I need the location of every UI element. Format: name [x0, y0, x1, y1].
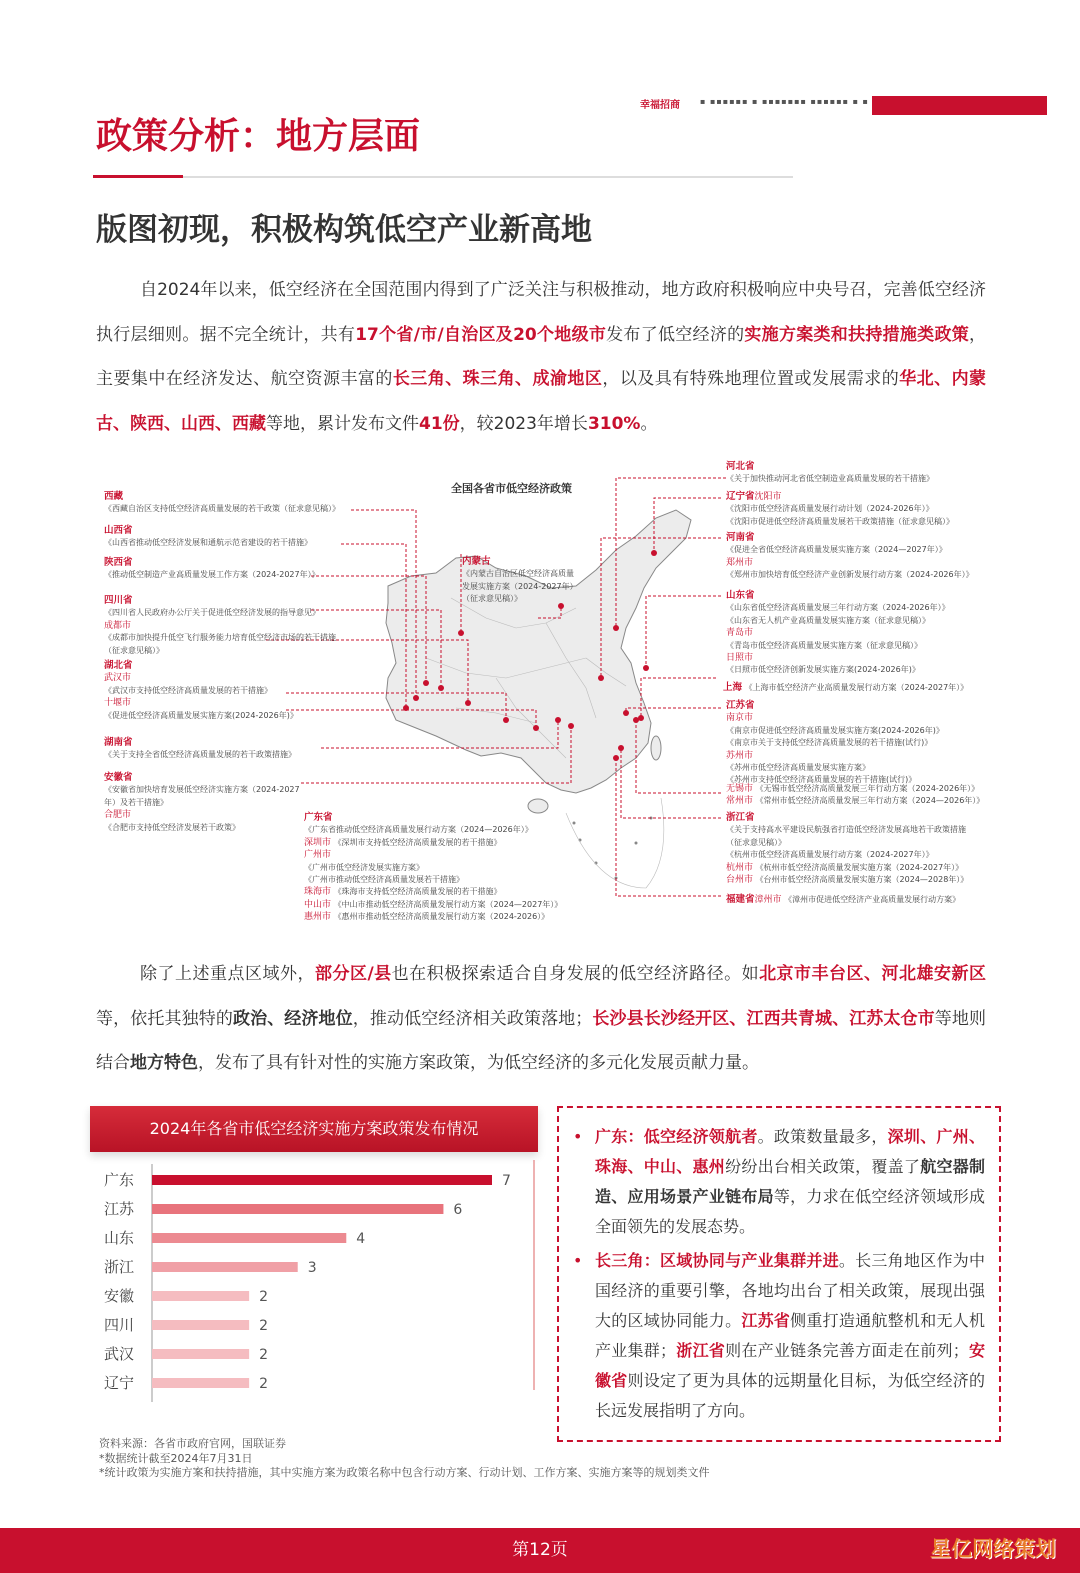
chart-bar	[152, 1204, 443, 1214]
insight-yangtze-delta: • 长三角：区域协同与产业集群并进。长三角地区作为中国经济的重要引擎，各地均出台了相关政策，展现出强大的区域协同能力。江苏省侧重打造通航整机和无人机产业集群；浙江省则在产业链条完善方面走在前列；安徽省则设定了更为具体的远期量化目标，为低空经济的长远发展指明了方向。	[573, 1246, 985, 1426]
chart-value-label: 4	[356, 1231, 366, 1247]
hainan-island	[528, 799, 548, 813]
chart-value-label: 2	[259, 1376, 269, 1392]
map-label-wuxi-changzhou: 无锡市 《无锡市低空经济高质量发展三年行动方案（2024-2026年）》 常州市 《常州市低空经济高质量发展三年行动方案（2024—2026年）》	[726, 784, 985, 807]
china-outline	[386, 510, 691, 793]
brand-logo: 幸福招商	[640, 100, 680, 111]
chart-category-label: 广东	[104, 1171, 135, 1189]
chart-value-label: 2	[259, 1318, 269, 1334]
insight-guangdong: • 广东：低空经济领航者。政策数量最多，深圳、广州、珠海、中山、惠州纷纷出台相关政策，覆盖了航空器制造、应用场景产业链布局等，力求在低空经济领域形成全面领先的发展态势。	[573, 1122, 985, 1242]
chart-category-label: 江苏	[104, 1200, 135, 1218]
taiwan-island	[651, 736, 661, 760]
source-line: 资料来源：各省市政府官网，国联证券	[99, 1437, 286, 1450]
map-label-hubei: 湖北省 武汉市 《武汉市支持低空经济高质量发展的若干措施》 十堰市 《促进低空经济高质量发展实施方案(2024-2026年)》	[104, 660, 298, 720]
map-label-shanghai: 上海 《上海市低空经济产业高质量发展行动方案（2024-2027年）》	[723, 682, 969, 693]
chart-bar	[152, 1233, 346, 1243]
section-heading: 版图初现，积极构筑低空产业新高地	[96, 212, 592, 248]
chart-category-label: 浙江	[104, 1258, 135, 1276]
chart-grid	[152, 1160, 534, 1402]
bullet-icon: •	[573, 1127, 583, 1146]
chart-bars	[104, 1171, 511, 1392]
chart-bar	[152, 1349, 249, 1359]
insight-panel	[557, 1106, 1001, 1442]
chart-value-label: 3	[307, 1260, 317, 1276]
chart-bar	[152, 1378, 249, 1388]
chart-category-label: 四川	[104, 1316, 135, 1334]
chart-value-label: 6	[453, 1202, 463, 1218]
source-line: *统计政策为实施方案和扶持措施，其中实施方案为政策名称中包含行动方案、行动计划、工作方案、实施方案等的规划类文件	[99, 1466, 710, 1479]
map-label-guangdong: 广东省 《广东省推动低空经济高质量发展行动方案（2024—2026年）》 深圳市 《深圳市支持低空经济高质量发展的若干措施》 广州市 《广州市低空经济发展实施方案》 《广州市推动低空经济高质量发展若干措施》 珠海市 《珠海市支持低空经济高质量发展的若干措施》 中山市 《中山市推动低空经济高质量发展行动方案（2024—2027年）》 惠州市 《惠州市推动低空经济高质量发展行动方案（2024-2026）》	[304, 812, 563, 923]
chart-category-label: 武汉	[104, 1345, 135, 1363]
header-subtitle-dots: ▪ ▪▪▪▪▪▪ ▪ ▪▪▪▪▪▪▪ ▪▪▪▪▪▪ ▪ ▪	[700, 97, 869, 106]
map-label-fujian: 福建省漳州市 《漳州市促进低空经济产业高质量发展行动方案》	[726, 894, 961, 905]
south-china-sea-frame	[566, 798, 664, 888]
map-label-jiangsu: 江苏省 南京市 《南京市促进低空经济高质量发展实施方案(2024-2026年)》 《南京市关于支持低空经济高质量发展的若干措施(试行)》 苏州市 《苏州市低空经济高质量发展实施方案》 《苏州市支持低空经济高质量发展的若干措施(试行)》	[726, 700, 944, 785]
map-label-sichuan: 四川省 《四川省人民政府办公厅关于促进低空经济发展的指导意见》 成都市 《成都市加快提升低空飞行服务能力培育低空经济市场的若干措施 （征求意见稿）》	[104, 595, 336, 655]
map-label-neimenggu: 内蒙古 《内蒙古自治区低空经济高质量 发展实施方案（2024-2027年） （征求意见稿）》	[462, 556, 578, 604]
map-label-hebei: 河北省 《关于加快推动河北省低空制造业高质量发展的若干措施》	[726, 461, 934, 484]
regional-paragraph: 除了上述重点区域外，部分区/县也在积极探索适合自身发展的低空经济路径。如北京市丰台区、河北雄安新区等，依托其独特的政治、经济地位，推动低空经济相关政策落地；长沙县长沙经开区、江西共青城、江苏太仓市等地则结合地方特色，发布了具有针对性的实施方案政策，为低空经济的多元化发展贡献力量。	[96, 964, 987, 1073]
bullet-icon: •	[573, 1251, 583, 1270]
title-divider-accent	[93, 175, 183, 178]
chart-category-label: 辽宁	[104, 1374, 135, 1392]
chart-value-label: 7	[502, 1173, 511, 1189]
title-divider	[93, 176, 793, 178]
page-number: 第12页	[512, 1540, 568, 1560]
south-china-sea-islands	[573, 817, 653, 880]
chart-bar	[152, 1320, 249, 1330]
map-label-zhejiang: 浙江省 《关于支持高水平建设民航强省打造低空经济发展高地若干政策措施 （征求意见稿）》 《杭州市低空经济高质量发展行动方案（2024-2027年）》 杭州市 《杭州市低空经济高质量发展实施方案（2024-2027年）》 台州市 《台州市低空经济高质量发展实施方案（2024—2028年）》	[726, 812, 969, 886]
chart-bar	[152, 1291, 249, 1301]
policy-bar-chart	[90, 1160, 540, 1440]
map-label-anhui: 安徽省 《安徽省加快培育发展低空经济实施方案（2024-2027 年）及若干措施》 合肥市 《合肥市支持低空经济发展若干政策》	[104, 772, 300, 832]
chart-category-label: 山东	[104, 1229, 135, 1247]
chart-value-label: 2	[259, 1289, 269, 1305]
page-title: 政策分析：地方层面	[96, 116, 421, 157]
chart-bar	[152, 1262, 298, 1272]
map-title: 全国各省市低空经济政策	[451, 482, 572, 495]
intro-paragraph: 自2024年以来，低空经济在全国范围内得到了广泛关注与积极推动，地方政府积极响应中央号召，完善低空经济执行层细则。据不完全统计，共有17个省/市/自治区及20个地级市发布了低空经济的实施方案类和扶持措施类政策， 主要集中在经济发达、航空资源丰富的长三角、珠三角、成渝地区，以及具有特殊地理位置或发展需求的华北、内蒙古、陕西、山西、西藏等地，累计发布文件41份，较2023年增长310%。	[96, 280, 987, 434]
chart-category-label: 安徽	[104, 1287, 135, 1305]
chart-title: 2024年各省市低空经济实施方案政策发布情况	[90, 1106, 538, 1152]
map-label-shaanxi: 陕西省 《推动低空制造产业高质量发展工作方案（2024-2027年）》	[104, 557, 320, 580]
source-line: *数据统计截至2024年7月31日	[99, 1451, 253, 1465]
header-accent-bar	[872, 96, 1047, 115]
map-label-liaoning: 辽宁省沈阳市 《沈阳市低空经济高质量发展行动计划（2024-2026年）》 《沈阳市促进低空经济高质量发展若干政策措施（征求意见稿）》	[726, 491, 954, 526]
map-label-shanxi-sx: 山西省 《山西省推动低空经济发展和通航示范省建设的若干措施》	[104, 525, 312, 548]
map-label-shandong: 山东省 《山东省低空经济高质量发展三年行动方案（2024-2026年）》 《山东省无人机产业高质量发展实施方案（征求意见稿）》 青岛市 《青岛市低空经济高质量发展实施方案（征求意见稿）》 日照市 《日照市低空经济创新发展实施方案(2024-2026年)》	[726, 590, 950, 675]
source-notes	[99, 1437, 710, 1481]
chart-bar	[152, 1175, 492, 1185]
map-label-hunan: 湖南省 《关于支持全省低空经济高质量发展的若干政策措施》	[104, 737, 296, 760]
chart-value-label: 2	[259, 1347, 269, 1363]
map-label-henan: 河南省 《促进全省低空经济高质量发展实施方案（2024—2027年）》 郑州市 《郑州市加快培育低空经济产业创新发展行动方案（2024-2026年）》	[726, 532, 974, 580]
watermark: 星亿网络策划	[930, 1537, 1056, 1561]
map-label-xizang: 西藏 《西藏自治区支持低空经济高质量发展的若干政策（征求意见稿）》	[104, 491, 340, 514]
